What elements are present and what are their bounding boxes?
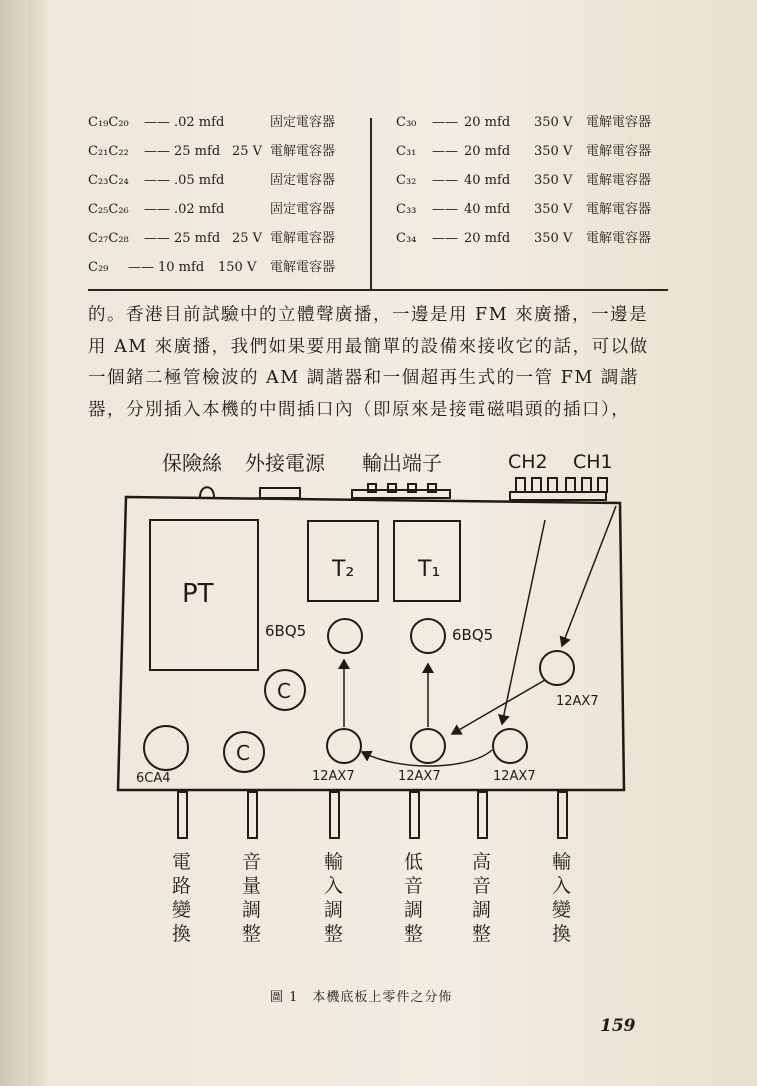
- output-terminal-label: 輸出端子: [362, 451, 442, 475]
- knob-label-treble: 高音調整: [472, 851, 492, 945]
- knob-label-bass: 低音調整: [404, 851, 424, 945]
- cap-dash: ——: [144, 173, 170, 188]
- capacitor-label: C: [277, 679, 291, 703]
- cap-dash: ——: [432, 173, 458, 188]
- cap-dash: ——: [144, 231, 170, 246]
- cap-value: .02 mfd: [174, 202, 225, 217]
- cap-dash: ——: [432, 144, 458, 159]
- paragraph-line: 器，分別插入本機的中間插口內（即原來是接電磁唱頭的插口），: [88, 399, 631, 420]
- tube-12ax7-c: [493, 729, 527, 763]
- tube-12ax7-a: [327, 729, 361, 763]
- cap-ref: C₁₉C₂₀: [88, 115, 129, 130]
- knob-labels: [171, 851, 571, 945]
- cap-value: 25 mfd: [174, 144, 221, 159]
- control-shafts: [178, 792, 567, 838]
- cap-ref: C₂₃C₂₄: [88, 173, 129, 188]
- cap-dash: ——: [144, 115, 170, 130]
- cap-value: 40 mfd: [464, 202, 511, 217]
- tube-6ca4: [144, 726, 188, 770]
- tube-6ca4-label: 6CA4: [136, 771, 171, 786]
- cap-ref: C₃₃: [396, 202, 417, 217]
- cap-voltage: 25 V: [232, 144, 263, 159]
- cap-value: 10 mfd: [158, 260, 205, 275]
- tube-12ax7-label: 12AX7: [398, 769, 441, 784]
- cap-voltage: 350 V: [534, 202, 573, 217]
- knob-label-circuit-switch: 電路變換: [172, 851, 192, 945]
- tube-6bq5-right: [411, 619, 445, 653]
- cap-voltage: 350 V: [534, 173, 573, 188]
- cap-value: 20 mfd: [464, 115, 511, 130]
- tube-12ax7-b: [411, 729, 445, 763]
- cap-ref: C₃₂: [396, 173, 417, 188]
- cap-value: 20 mfd: [464, 231, 511, 246]
- tube-12ax7-label: 12AX7: [493, 769, 536, 784]
- ext-power-socket-icon: [260, 488, 300, 498]
- paragraph-line: 一個鍺二極管檢波的 AM 調諧器和一個超再生式的一管 FM 調諧: [88, 368, 639, 388]
- cap-value: 25 mfd: [174, 231, 221, 246]
- cap-dash: ——: [432, 115, 458, 130]
- knob-label-volume: 音量調整: [242, 851, 262, 945]
- cap-type: 電解電容器: [586, 173, 652, 188]
- cap-voltage: 150 V: [218, 260, 257, 275]
- cap-type: 電解電容器: [586, 202, 652, 217]
- tube-12ax7-label: 12AX7: [312, 769, 355, 784]
- cap-value: 40 mfd: [464, 173, 511, 188]
- cap-voltage: 25 V: [232, 231, 263, 246]
- cap-dash: ——: [432, 202, 458, 217]
- cap-type: 固定電容器: [270, 115, 336, 130]
- paragraph-line: 的。香港目前試驗中的立體聲廣播，一邊是用 FM 來廣播，一邊是: [88, 305, 649, 325]
- tube-6bq5-left: [328, 619, 362, 653]
- cap-value: .02 mfd: [174, 115, 225, 130]
- cap-voltage: 350 V: [534, 144, 573, 159]
- cap-ref: C₃₁: [396, 144, 417, 159]
- cap-type: 電解電容器: [270, 231, 336, 246]
- cap-ref: C₂₁C₂₂: [88, 144, 129, 159]
- paragraph-line: 用 AM 來廣播，我們如果要用最簡單的設備來接收它的話，可以做: [88, 336, 649, 357]
- ext-power-label: 外接電源: [245, 451, 325, 475]
- cap-type: 電解電容器: [586, 115, 652, 130]
- knob-label-input-adjust: 輸入調整: [324, 851, 344, 945]
- input-jacks-icon: [510, 478, 607, 500]
- t1-label: T₁: [418, 557, 441, 582]
- cap-type: 電解電容器: [586, 231, 652, 246]
- tube-12ax7-label: 12AX7: [556, 694, 599, 709]
- cap-value: 20 mfd: [464, 144, 511, 159]
- tube-6bq5-label: 6BQ5: [265, 622, 307, 640]
- output-terminal-icon: [352, 484, 450, 498]
- cap-dash: ——: [144, 144, 170, 159]
- cap-dash: ——: [128, 260, 154, 275]
- cap-ref: C₂₅C₂₆: [88, 202, 129, 217]
- cap-voltage: 350 V: [534, 231, 573, 246]
- tube-6bq5-label: 6BQ5: [452, 626, 494, 644]
- cap-ref: C₃₄: [396, 231, 417, 246]
- knob-label-input-select: 輸入變換: [552, 851, 572, 945]
- ch2-label: CH2: [508, 451, 548, 473]
- cap-dash: ——: [432, 231, 458, 246]
- cap-type: 電解電容器: [586, 144, 652, 159]
- chassis-outline: [118, 497, 624, 790]
- cap-type: 電解電容器: [270, 260, 336, 275]
- figure-caption: 圖 1 本機底板上零件之分佈: [270, 990, 453, 1005]
- ch1-label: CH1: [573, 451, 613, 473]
- cap-ref: C₃₀: [396, 115, 417, 130]
- tube-12ax7-top: [540, 651, 574, 685]
- cap-value: .05 mfd: [174, 173, 225, 188]
- pt-label: PT: [182, 579, 214, 609]
- fuse-label: 保險絲: [162, 451, 222, 475]
- cap-type: 電解電容器: [270, 144, 336, 159]
- page-number: 159: [600, 1016, 636, 1036]
- cap-ref: C₂₉: [88, 260, 109, 275]
- cap-type: 固定電容器: [270, 202, 336, 217]
- capacitor-label: C: [236, 741, 250, 765]
- cap-dash: ——: [144, 202, 170, 217]
- cap-type: 固定電容器: [270, 173, 336, 188]
- cap-ref: C₂₇C₂₈: [88, 231, 129, 246]
- fuse-holder-icon: [200, 487, 214, 497]
- t2-label: T₂: [332, 557, 355, 582]
- cap-voltage: 350 V: [534, 115, 573, 130]
